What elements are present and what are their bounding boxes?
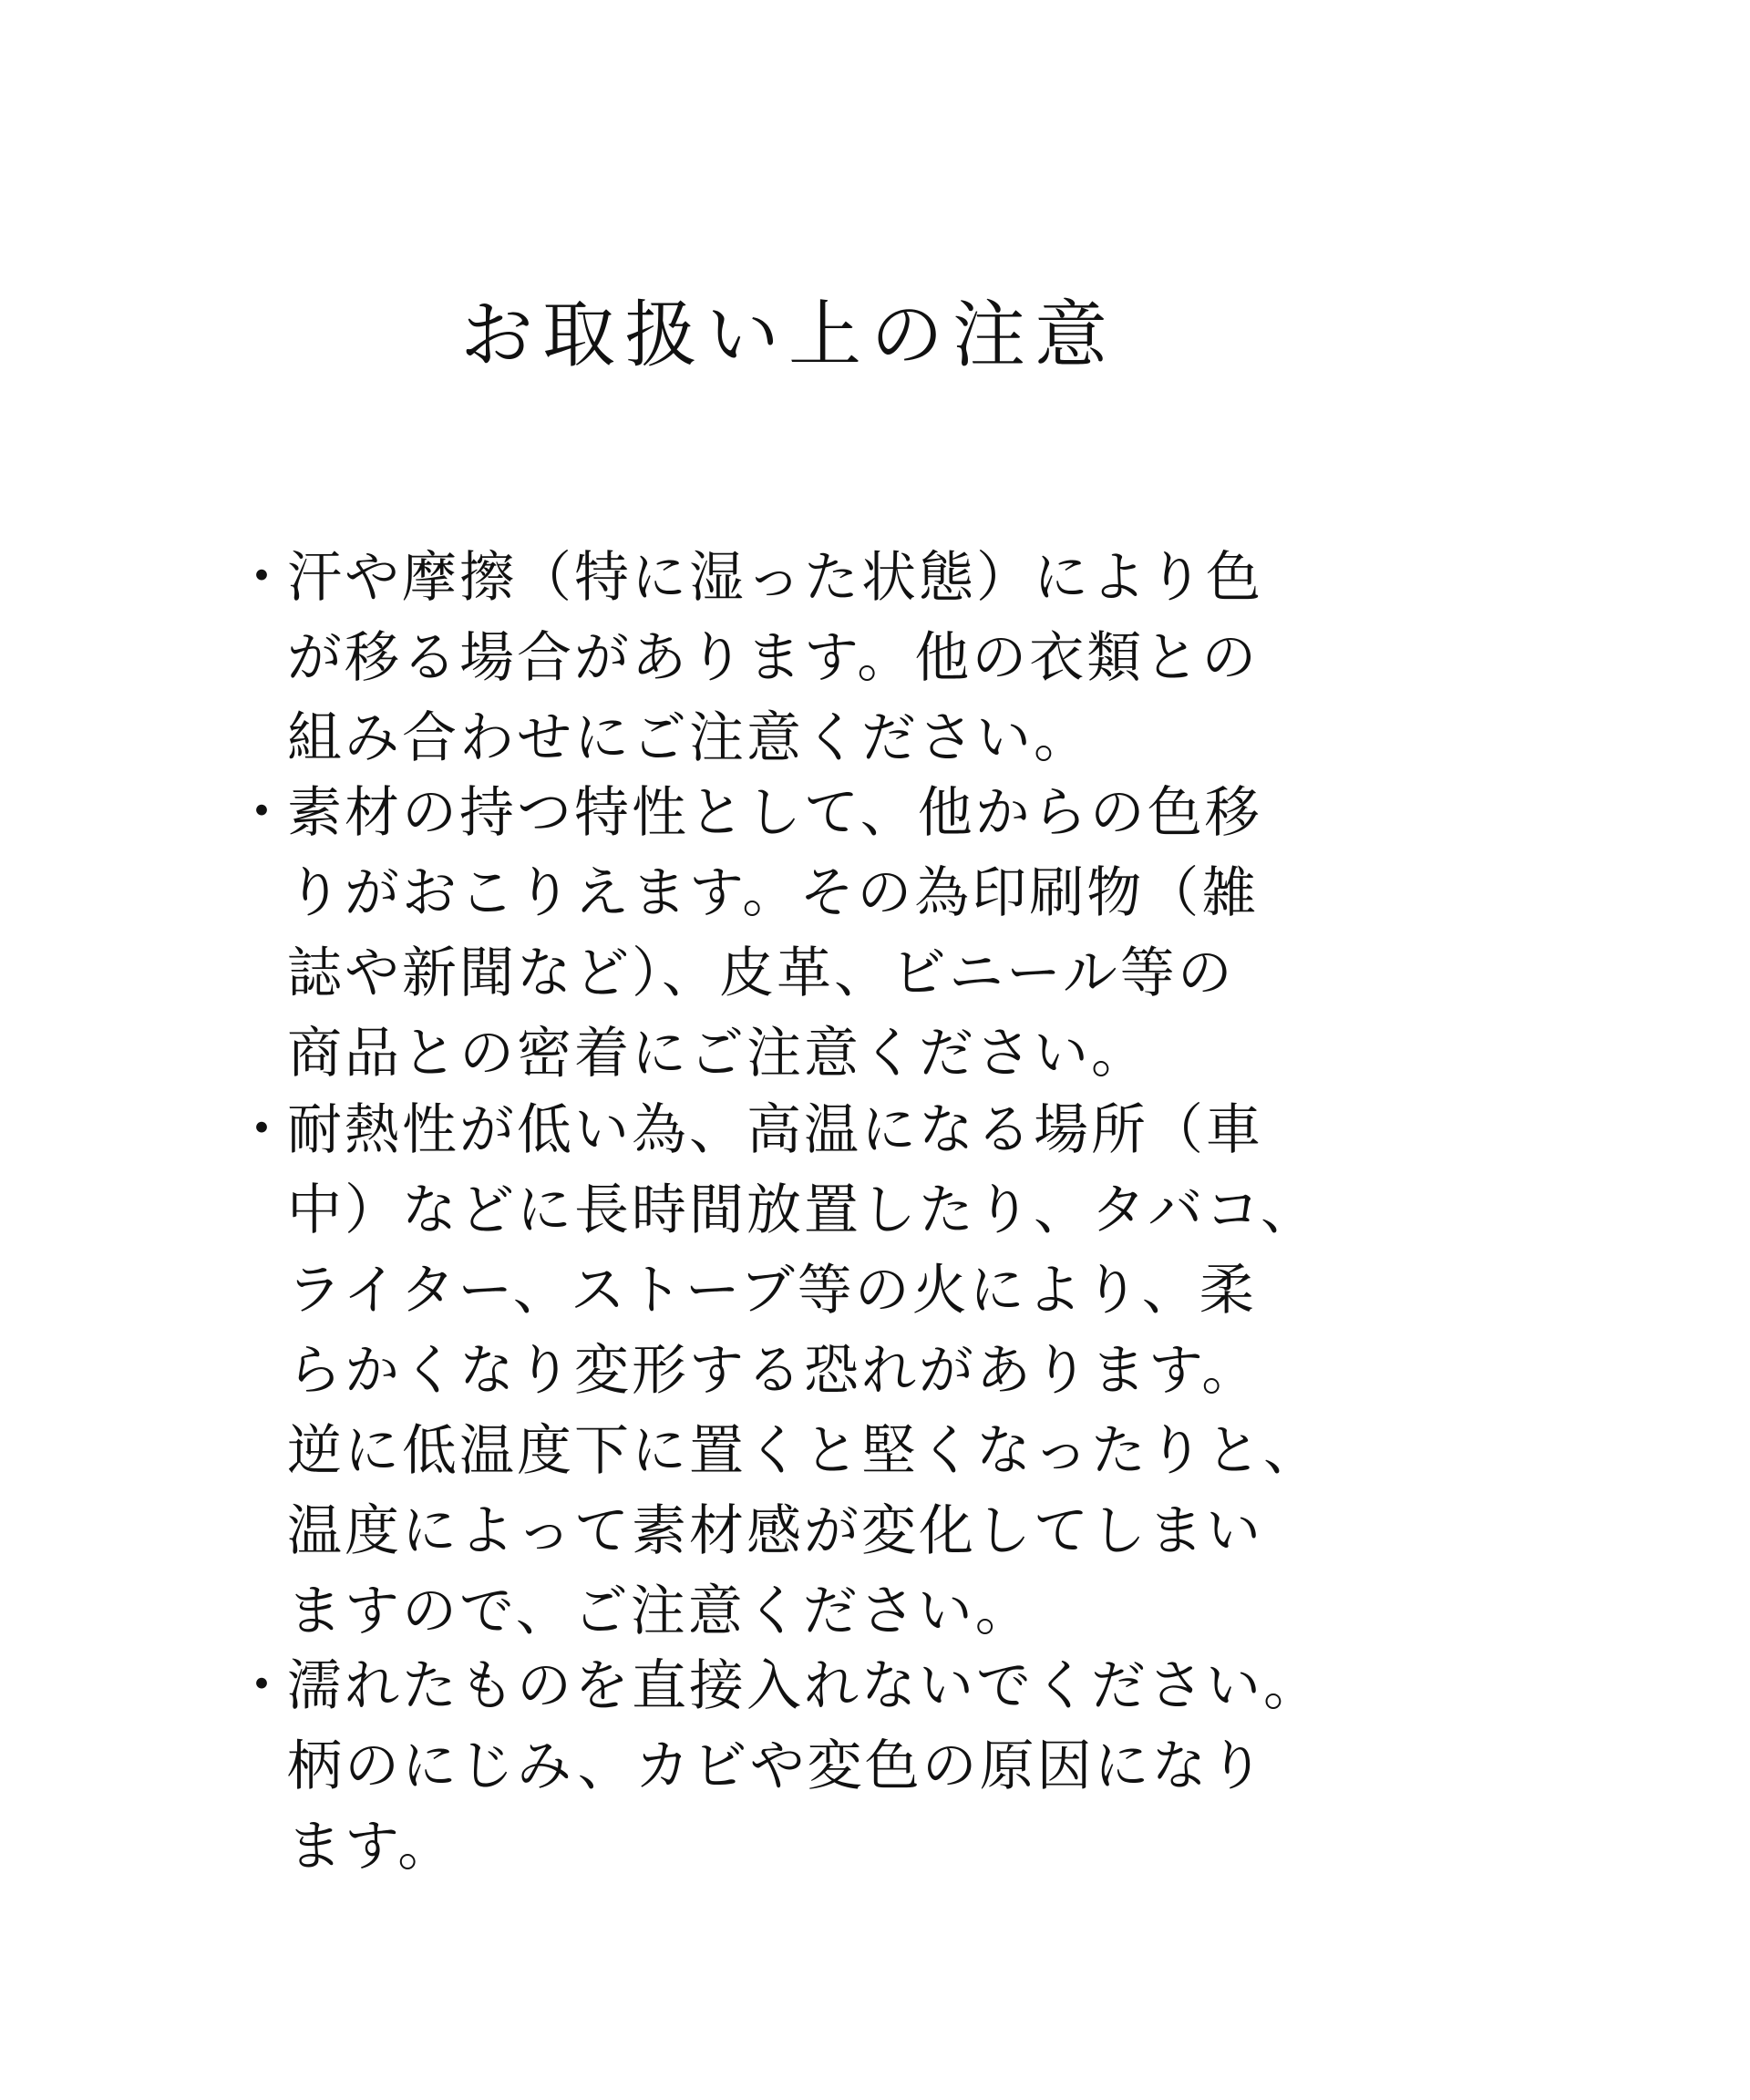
notice-line: 中）などに長時間放置したり、タバコ、 xyxy=(287,1179,1318,1242)
notice-line: が移る場合があります。他の衣類との xyxy=(287,626,1260,690)
notice-line: 素材の持つ特性として、他からの色移 xyxy=(287,781,1262,845)
page-title: お取扱い上の注意 xyxy=(460,293,1117,377)
notice-line: らかくなり変形する恐れがあります。 xyxy=(287,1339,1260,1403)
bullet-icon: ・ xyxy=(232,1096,291,1164)
notice-text xyxy=(287,1090,1527,1652)
bullet-icon: ・ xyxy=(232,544,291,612)
notice-line: 濡れたものを直接入れないでください。 xyxy=(287,1654,1321,1718)
notice-line: 温度によって素材感が変化してしまい xyxy=(287,1499,1263,1563)
notice-line: 逆に低温度下に置くと堅くなったりと、 xyxy=(287,1419,1321,1483)
notice-line: 商品との密着にご注意ください。 xyxy=(287,1022,1148,1086)
notice-line: ますので、ご注意ください。 xyxy=(287,1580,1033,1643)
notice-line: 耐熱性が低い為、高温になる場所（車 xyxy=(287,1098,1263,1162)
notice-line: ます。 xyxy=(287,1815,456,1879)
notice-line: ライター、ストーブ等の火により、柔 xyxy=(287,1259,1257,1323)
bullet-icon: ・ xyxy=(232,779,291,847)
notice-line: りがおこりえます。その為印刷物（雑 xyxy=(287,861,1260,925)
notice-text xyxy=(287,538,1527,778)
notice-line: 組み合わせにご注意ください。 xyxy=(287,706,1091,770)
notice-line: 柄のにじみ、カビや変色の原因になり xyxy=(287,1735,1267,1798)
notice-text xyxy=(287,773,1527,1094)
notice-line: 誌や新聞など）、皮革、ビニール等の xyxy=(287,942,1235,1005)
notice-text xyxy=(287,1646,1527,1887)
bullet-icon: ・ xyxy=(232,1652,291,1720)
notice-line: 汗や摩擦（特に湿った状態）により色 xyxy=(287,546,1263,610)
